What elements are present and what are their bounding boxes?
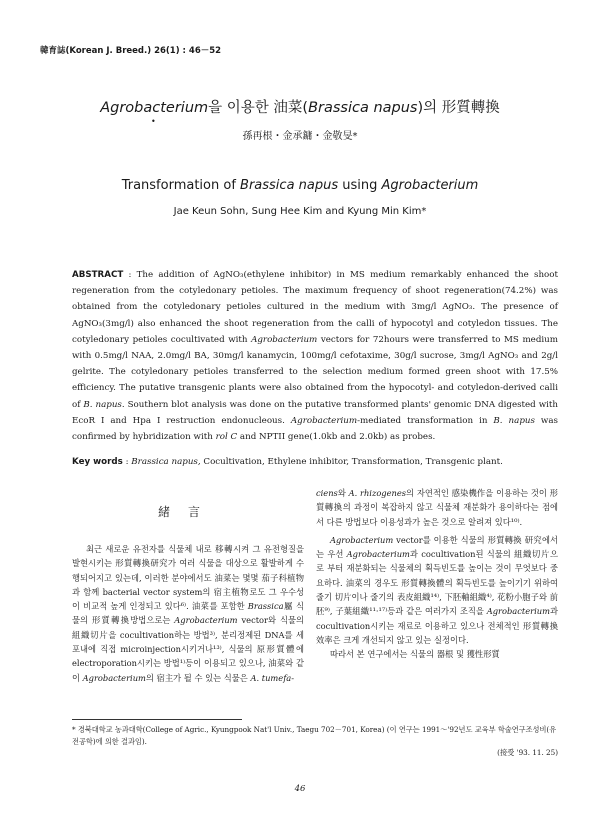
body-text: 屬 식물의 形質轉換방법으로는 [72,601,305,626]
korean-title-genus: Agrobacterium [100,100,209,116]
body-italic: Agrobacterium [486,606,550,617]
english-title-start: Transformation of [121,178,241,193]
abstract-text: was confirmed by hybridization with [72,415,558,443]
abstract-italic: Agrobacterium [290,415,358,426]
abstract-text: vectors for 72hours were transferred to MS medium with 0.5mg/l NAA, 2.0mg/l BA, 30mg/l kanamycin, 100mg/l cefotaxime, 30g/l sucrose, 3mg/l AgNO₃ and 2g/l gelrite. The cotyledonary petioles transferred to the selection medium formed green shoot with 17.5% efficiency. The putative transgenic plants were also obtained from the hypocotyl- and cotyledon-derived calli of [72,334,558,410]
korean-title [0,96,600,117]
body-italic: Agrobacterium [346,549,410,560]
body-column-left [72,542,304,685]
english-title-genus: Agrobacterium [381,178,479,193]
paragraph [316,533,558,647]
body-italic: Agrobacterium [174,615,238,626]
abstract-italic: B. napus. [83,399,125,410]
body-column-right [316,486,558,662]
body-text: vector를 이용한 식물의 形質轉換 研究에서는 우선 [316,534,558,560]
body-italic: ciens [316,488,338,498]
section-heading: 緒言 [157,505,218,519]
body-italic: Brassica [247,601,284,612]
page-number: 46 [294,784,306,794]
abstract-italic: Agrobacterium [251,334,318,345]
footnote [72,724,558,759]
keywords-text: Cocultivation, Ethylene inhibitor, Transformation, Transgenic plant. [200,457,503,467]
korean-title-end: )의 形質轉換 [417,100,500,116]
paragraph: 따라서 본 연구에서는 식물의 器根 및 獲性形質 [330,649,500,660]
body-text: 의 자연적인 感染機作을 이용하는 것이 形質轉換의 과정이 복잡하지 않고 식물체 재분화가 용이하다는 점에서 다른 방법보다 이용성과가 높은 것으로 알려져 있다¹⁰⁾. [316,488,558,527]
keywords-label: Key words [72,457,123,467]
keywords [72,455,558,469]
bullet-mark: • [151,117,156,126]
abstract-italic: B. napus [493,415,535,426]
korean-title-text: 을 이용한 油菜( [208,100,309,116]
body-text: 과 cocultivation시키는 재료로 이용하고 있으나 전체적인 形質轉換效率은 크게 개선되지 않고 있는 실정이다. [316,606,558,645]
keywords-italic: Brassica napus, [131,457,201,467]
body-text: 의 宿主가 될 수 있는 식물은 [145,672,251,683]
abstract-italic: rol C [215,432,238,443]
paragraph [316,486,558,529]
english-title-mid: using [338,178,382,193]
body-italic: A. rhizogenes [348,488,407,498]
journal-header: 韓育誌(Korean J. Breed.) 26(1) : 46－52 [40,46,222,56]
footnote-divider [72,719,242,720]
english-authors: Jae Keun Sohn, Sung Hee Kim and Kyung Min Kim* [173,206,427,217]
english-title-species: Brassica napus [240,178,339,193]
footnote-affiliation: * 경북대학교 농과대학(College of Agric., Kyungpook Nat'l Univ., Taegu 702－701, Korea) (이 연구는 1991～'92년도 교육부 학술연구조성비(유전공학)에 의한 결과임). [72,725,557,746]
body-text: 과 cocultivation된 식물의 組織切片으로 부터 재분화되는 식물체의 획득빈도를 높이는 것이 무엇보다 중요하다. 油菜의 경우도 形質轉換體의 획득빈도를 높이기기 위하여 줄기 切片이나 줄기의 表皮組織¹⁴⁾, 下胚軸組織⁴⁾, 花粉小胞子와 前胚⁹⁾, 子葉組織¹¹·¹⁷⁾등과 같은 여러가지 조직을 [316,549,558,617]
body-text: vector와 식물의 組織切片을 cocultivation하는 방법³⁾, 분리정제된 DNA를 세포내에 직접 microinjection시키거나¹³⁾, 식물의 原形質體에 electroporation시키는 방법¹⁾등이 이용되고 있으나, 油菜와 같이 [72,615,304,683]
body-text: 와 [337,488,349,498]
korean-authors: 孫再根・金承鏞・金敬旻* [242,131,358,142]
korean-title-species: Brassica napus [308,100,418,116]
abstract-text: and NPTII gene(1.0kb and 2.0kb) as probes. [237,432,436,443]
body-text: 최근 새로운 유전자를 식물체 내로 移轉시켜 그 유전형질을 발현시키는 形質轉換研究가 여러 식물을 대상으로 활발하게 수행되어지고 있는데, 이러한 분야에서도 油菜는 몇몇 茄子科植物과 함께 bacterial vector system의 宿主植物로도 그 우수성이 비교적 높게 인정되고 있다⁶⁾. 油菜를 포함한 [72,544,304,612]
abstract-label: ABSTRACT [72,270,124,280]
body-italic: A. tumefa- [250,672,295,683]
body-italic: Agrobacterium [82,672,146,683]
body-italic: Agrobacterium [330,534,394,545]
abstract-text: Southern blot analysis was done on the putative transformed plants' genomic DNA digested with EcoR I and Hpa I restruction endonucleous. [72,399,558,426]
english-title [0,178,600,193]
abstract [72,267,558,445]
footnote-received: (接受 '93. 11. 25) [497,748,558,757]
abstract-text: : The addition of AgNO₃(ethylene inhibitor) in MS medium remarkably enhanced the shoot regeneration from the cotyledonary petioles. The maximum frequency of shoot regeneration(74.2%) was obtained from the cotyledonary petioles cultured in the medium with 3mg/l AgNO₃. The presence of AgNO₃(3mg/l) also enhanced the shoot regeneration from the calli of hypocotyl and cotyledon tissues. The cotyledonary petioles cocultivated with [72,270,558,345]
keywords-text: : [122,457,132,467]
abstract-text: -mediated transformation in [357,415,494,426]
